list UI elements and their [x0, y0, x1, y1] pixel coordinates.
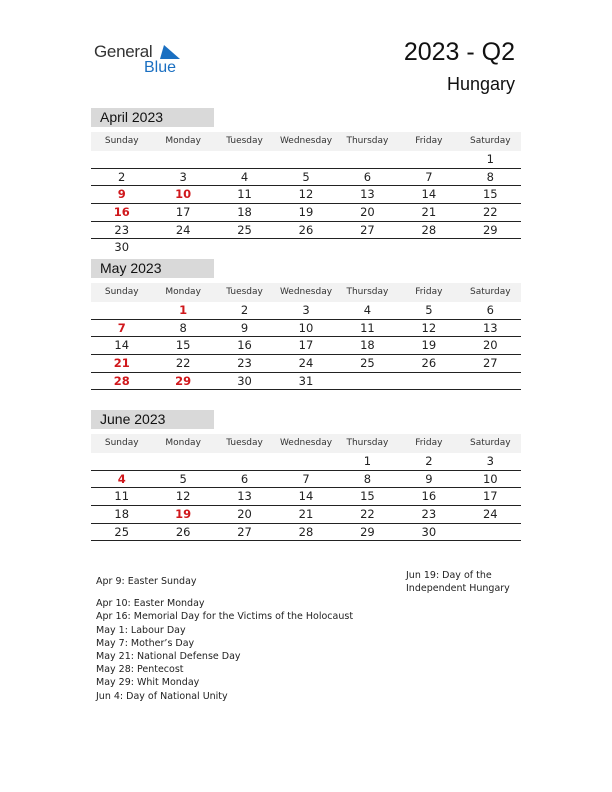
day-cell: 16: [237, 338, 252, 353]
day-cell: 31: [298, 373, 314, 388]
day-cell: 27: [482, 356, 498, 371]
holiday-note: Apr 9: Easter Sunday: [96, 576, 197, 587]
day-cell: 23: [421, 507, 437, 522]
day-cell: [152, 453, 213, 470]
logo-triangle-icon: [160, 45, 180, 59]
day-cell: 29: [175, 373, 192, 388]
day-cell: 26: [175, 524, 191, 539]
weekday-header: [91, 132, 521, 151]
day-cell: 4: [240, 169, 249, 184]
day-cell: 12: [421, 320, 437, 335]
day-cell: 2: [240, 303, 249, 317]
day-cell: 9: [117, 187, 126, 202]
day-cell: 23: [114, 222, 130, 237]
week-row: [91, 222, 521, 240]
day-cell: 20: [237, 507, 252, 522]
month-title: May 2023: [91, 259, 214, 278]
day-cell: 20: [360, 205, 375, 220]
day-cell: 30: [237, 373, 252, 388]
weekday-label: Friday: [415, 287, 443, 297]
day-cell: [337, 151, 398, 168]
day-cell: 6: [363, 169, 372, 184]
day-cell: 12: [175, 489, 191, 504]
week-row: [91, 337, 521, 355]
week-row: [91, 524, 521, 542]
weekday-label: Sunday: [104, 136, 139, 146]
day-cell: [398, 239, 459, 256]
day-cell: [214, 239, 275, 256]
weekday-label: Monday: [165, 438, 201, 448]
day-cell: 15: [360, 489, 375, 504]
day-cell: 10: [298, 320, 314, 335]
logo-word-general: General: [94, 42, 153, 61]
day-cell: [398, 373, 459, 390]
week-row: [91, 506, 521, 524]
day-cell: 24: [298, 356, 314, 371]
day-cell: 3: [302, 303, 310, 317]
day-cell: 18: [237, 205, 252, 220]
day-cell: 8: [486, 169, 494, 184]
month-april: [91, 108, 521, 256]
week-row: [91, 355, 521, 373]
week-row: [91, 488, 521, 506]
day-cell: 16: [421, 489, 437, 504]
weekday-label: Monday: [165, 287, 201, 297]
day-cell: [460, 373, 521, 390]
day-cell: [460, 239, 521, 256]
day-cell: [152, 239, 213, 256]
holiday-note: May 1: Labour Day: [96, 624, 186, 636]
day-cell: 8: [363, 471, 372, 486]
day-cell: 13: [360, 187, 375, 202]
day-cell: 29: [360, 524, 375, 539]
month-title: April 2023: [91, 108, 214, 127]
day-cell: 2: [425, 454, 433, 468]
day-cell: [275, 453, 336, 470]
month-title: June 2023: [91, 410, 214, 429]
day-cell: 22: [482, 205, 498, 220]
day-cell: 4: [117, 471, 126, 486]
holiday-note: May 28: Pentecost: [96, 664, 184, 676]
day-cell: 22: [360, 507, 375, 522]
weekday-label: Saturday: [469, 438, 511, 448]
day-cell: 1: [363, 454, 372, 468]
weekday-label: Wednesday: [279, 438, 333, 448]
day-cell: 19: [421, 338, 437, 353]
weekday-label: Saturday: [469, 287, 511, 297]
holiday-note: Jun 19: Day of the: [406, 570, 492, 581]
day-cell: 26: [421, 356, 437, 371]
day-cell: 28: [298, 524, 314, 539]
day-cell: 21: [421, 205, 437, 220]
day-cell: [91, 453, 152, 470]
holiday-note: May 29: Whit Monday: [96, 677, 200, 689]
weekday-header: [91, 434, 521, 453]
weekday-header: [91, 283, 521, 302]
day-cell: 14: [298, 489, 314, 504]
day-cell: 9: [425, 471, 433, 486]
day-cell: [398, 151, 459, 168]
weekday-label: Sunday: [104, 287, 139, 297]
day-cell: 18: [360, 338, 375, 353]
day-cell: 22: [175, 356, 191, 371]
day-cell: [460, 524, 521, 541]
day-cell: 23: [237, 356, 252, 371]
day-cell: 26: [298, 222, 314, 237]
country-name: Hungary: [446, 74, 515, 94]
day-cell: 19: [175, 507, 192, 522]
day-cell: 14: [114, 338, 130, 353]
day-cell: 19: [298, 205, 314, 220]
holiday-note: Apr 16: Memorial Day for the Victims of the Holocaust: [96, 611, 354, 623]
day-cell: 17: [298, 338, 314, 353]
day-cell: 5: [179, 471, 187, 486]
day-cell: 27: [360, 222, 375, 237]
day-cell: 2: [118, 169, 126, 184]
day-cell: 1: [486, 152, 494, 166]
day-cell: 7: [302, 471, 310, 486]
day-cell: 14: [421, 187, 437, 202]
week-row: [91, 302, 521, 320]
day-cell: [337, 239, 398, 256]
week-row: [91, 151, 521, 169]
weekday-label: Monday: [165, 136, 201, 146]
day-cell: [91, 151, 152, 168]
day-cell: 17: [175, 205, 191, 220]
week-row: [91, 471, 521, 489]
day-cell: [214, 151, 275, 168]
holiday-notes-right: [406, 569, 526, 595]
day-cell: 18: [114, 507, 130, 522]
day-cell: 25: [360, 356, 375, 371]
week-row: [91, 320, 521, 338]
day-cell: 5: [425, 303, 433, 317]
weekday-label: Thursday: [346, 287, 389, 297]
day-cell: 24: [482, 507, 498, 522]
week-row: [91, 453, 521, 471]
day-cell: [91, 302, 152, 319]
holiday-notes: [96, 575, 396, 703]
day-cell: 20: [482, 338, 498, 353]
day-cell: 13: [482, 320, 498, 335]
day-cell: 4: [363, 303, 372, 317]
week-row: [91, 239, 521, 256]
day-cell: 13: [237, 489, 252, 504]
day-cell: [275, 151, 336, 168]
day-cell: 10: [175, 187, 192, 202]
day-cell: [152, 151, 213, 168]
day-cell: [275, 239, 336, 256]
day-cell: 7: [425, 169, 433, 184]
day-cell: 30: [421, 524, 437, 539]
week-row: [91, 169, 521, 187]
weekday-label: Thursday: [346, 438, 389, 448]
week-row: [91, 204, 521, 222]
day-cell: 6: [486, 303, 494, 317]
day-cell: 11: [114, 489, 130, 504]
weekday-label: Wednesday: [279, 136, 333, 146]
day-cell: 25: [114, 524, 130, 539]
day-cell: 10: [482, 471, 498, 486]
day-cell: 15: [175, 338, 191, 353]
holiday-note: Apr 10: Easter Monday: [96, 598, 205, 610]
weekday-label: Tuesday: [226, 287, 263, 297]
week-row: [91, 186, 521, 204]
day-cell: 16: [113, 205, 130, 220]
holiday-note: May 7: Mother’s Day: [96, 637, 195, 649]
day-cell: 28: [113, 373, 130, 388]
day-cell: 12: [298, 187, 314, 202]
day-cell: 24: [175, 222, 191, 237]
day-cell: 9: [240, 320, 249, 335]
day-cell: 28: [421, 222, 437, 237]
day-cell: 1: [179, 303, 188, 317]
holiday-note: Independent Hungary: [406, 583, 510, 594]
weekday-label: Saturday: [469, 136, 511, 146]
generalblue-logo: [94, 42, 194, 78]
month-may: [91, 259, 521, 390]
day-cell: 27: [237, 524, 252, 539]
holiday-note: Jun 4: Day of National Unity: [96, 690, 228, 702]
day-cell: 11: [237, 187, 252, 202]
day-cell: 29: [482, 222, 498, 237]
week-row: [91, 373, 521, 391]
day-cell: 21: [113, 356, 130, 371]
weekday-label: Sunday: [104, 438, 139, 448]
day-cell: 5: [302, 169, 310, 184]
day-cell: 3: [486, 454, 494, 468]
weekday-label: Wednesday: [279, 287, 333, 297]
day-cell: 17: [482, 489, 498, 504]
weekday-label: Tuesday: [226, 136, 263, 146]
day-cell: 21: [298, 507, 314, 522]
logo-word-blue: Blue: [144, 59, 177, 76]
weekday-label: Tuesday: [226, 438, 263, 448]
day-cell: 3: [179, 169, 187, 184]
month-june: [91, 410, 521, 541]
day-cell: 15: [482, 187, 498, 202]
holiday-note: May 21: National Defense Day: [96, 650, 241, 662]
day-cell: 6: [240, 471, 249, 486]
day-cell: [337, 373, 398, 390]
weekday-label: Thursday: [346, 136, 389, 146]
day-cell: 7: [117, 320, 126, 335]
day-cell: 30: [114, 240, 130, 255]
weekday-label: Friday: [415, 438, 443, 448]
day-cell: 8: [179, 320, 187, 335]
day-cell: [214, 453, 275, 470]
weekday-label: Friday: [415, 136, 443, 146]
day-cell: 11: [360, 320, 375, 335]
page-title: 2023 - Q2: [403, 38, 515, 66]
day-cell: 25: [237, 222, 252, 237]
